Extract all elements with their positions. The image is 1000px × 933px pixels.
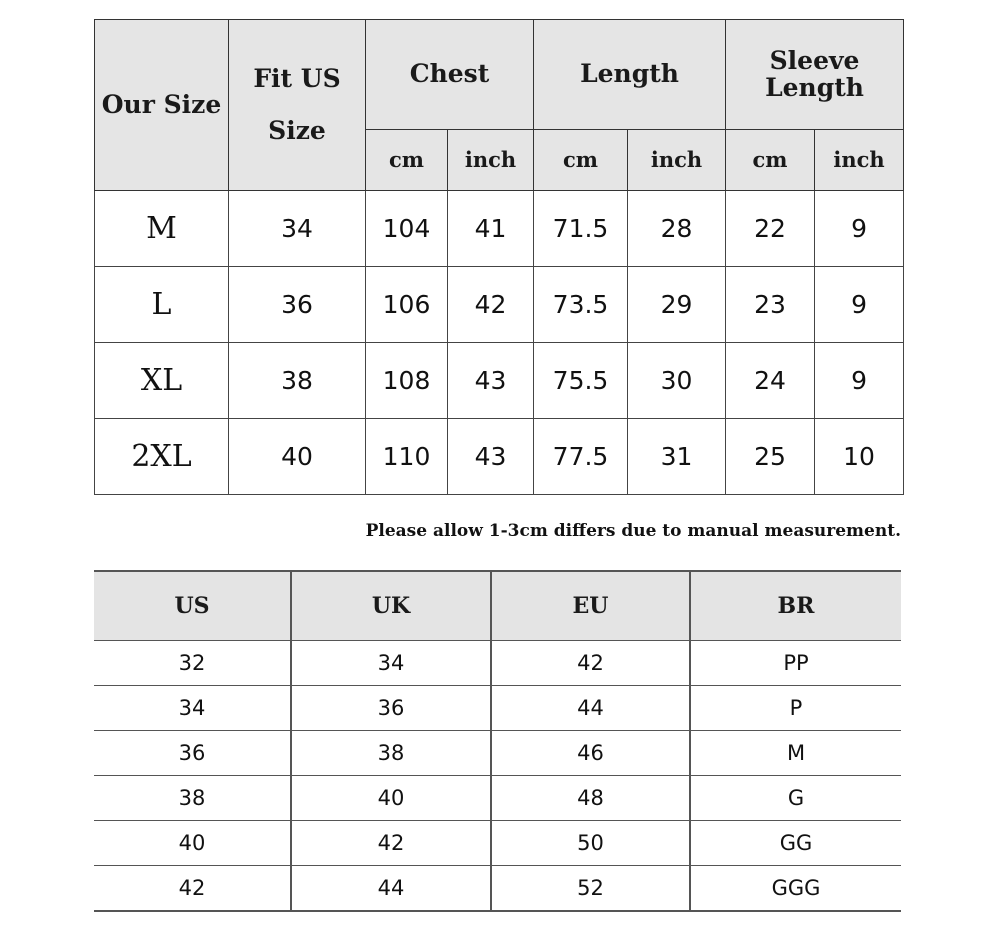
length-cm-cell: 71.5 [534, 191, 628, 267]
conversion-chart-table [94, 570, 901, 912]
us-cell: 34 [94, 686, 291, 731]
length-cm-cell: 77.5 [534, 419, 628, 495]
header-our-size: Our Size [95, 20, 229, 191]
header-unit-chest-inch: inch [448, 130, 534, 191]
sleeve-inch-cell: 9 [815, 191, 904, 267]
sleeve-inch-cell: 9 [815, 267, 904, 343]
header-br: BR [690, 571, 901, 641]
length-inch-cell: 31 [628, 419, 726, 495]
sleeve-cm-cell: 24 [726, 343, 815, 419]
header-us: US [94, 571, 291, 641]
length-cm-cell: 73.5 [534, 267, 628, 343]
size-cell: XL [95, 343, 229, 419]
size-cell: 2XL [95, 419, 229, 495]
chest-cm-cell: 106 [366, 267, 448, 343]
header-fit-us-size [229, 20, 366, 191]
us-cell: 42 [94, 866, 291, 912]
table-row [94, 641, 901, 686]
eu-cell: 50 [491, 821, 690, 866]
uk-cell: 42 [291, 821, 491, 866]
header-unit-sleeve-cm: cm [726, 130, 815, 191]
uk-cell: 44 [291, 866, 491, 912]
sleeve-cm-cell: 25 [726, 419, 815, 495]
table-row [94, 731, 901, 776]
sleeve-inch-cell: 9 [815, 343, 904, 419]
sleeve-inch-cell: 10 [815, 419, 904, 495]
table-row [94, 866, 901, 912]
chest-inch-cell: 41 [448, 191, 534, 267]
size-chart-header-row [95, 20, 904, 130]
chest-inch-cell: 43 [448, 343, 534, 419]
table-row [94, 821, 901, 866]
br-cell: PP [690, 641, 901, 686]
header-sleeve-length [726, 20, 904, 130]
eu-cell: 46 [491, 731, 690, 776]
sleeve-cm-cell: 22 [726, 191, 815, 267]
header-length: Length [534, 20, 726, 130]
header-unit-sleeve-inch: inch [815, 130, 904, 191]
size-cell: M [95, 191, 229, 267]
length-cm-cell: 75.5 [534, 343, 628, 419]
chest-inch-cell: 43 [448, 419, 534, 495]
eu-cell: 52 [491, 866, 690, 912]
chest-cm-cell: 110 [366, 419, 448, 495]
eu-cell: 42 [491, 641, 690, 686]
length-inch-cell: 28 [628, 191, 726, 267]
length-inch-cell: 30 [628, 343, 726, 419]
header-fit-us-line1: Fit US [253, 63, 341, 93]
uk-cell: 40 [291, 776, 491, 821]
length-inch-cell: 29 [628, 267, 726, 343]
header-unit-length-cm: cm [534, 130, 628, 191]
us-cell: 32 [94, 641, 291, 686]
conversion-header-row [94, 571, 901, 641]
uk-cell: 34 [291, 641, 491, 686]
us-cell: 36 [94, 731, 291, 776]
header-unit-chest-cm: cm [366, 130, 448, 191]
size-cell: L [95, 267, 229, 343]
chest-inch-cell: 42 [448, 267, 534, 343]
header-uk: UK [291, 571, 491, 641]
eu-cell: 48 [491, 776, 690, 821]
fit-us-cell: 38 [229, 343, 366, 419]
header-sleeve-line1: Sleeve [769, 46, 860, 76]
uk-cell: 38 [291, 731, 491, 776]
uk-cell: 36 [291, 686, 491, 731]
sleeve-cm-cell: 23 [726, 267, 815, 343]
table-row [95, 191, 904, 267]
br-cell: GG [690, 821, 901, 866]
eu-cell: 44 [491, 686, 690, 731]
br-cell: P [690, 686, 901, 731]
us-cell: 38 [94, 776, 291, 821]
chest-cm-cell: 104 [366, 191, 448, 267]
br-cell: G [690, 776, 901, 821]
header-unit-length-inch: inch [628, 130, 726, 191]
header-sleeve-line2: Length [765, 72, 864, 102]
header-eu: EU [491, 571, 690, 641]
measurement-note: Please allow 1-3cm differs due to manual measurement. [365, 521, 901, 541]
table-row [95, 343, 904, 419]
header-chest: Chest [366, 20, 534, 130]
br-cell: M [690, 731, 901, 776]
table-row [94, 686, 901, 731]
header-fit-us-line2: Size [268, 116, 326, 146]
us-cell: 40 [94, 821, 291, 866]
fit-us-cell: 40 [229, 419, 366, 495]
table-row [95, 267, 904, 343]
size-chart-table [94, 19, 904, 495]
table-row [95, 419, 904, 495]
br-cell: GGG [690, 866, 901, 912]
table-row [94, 776, 901, 821]
chest-cm-cell: 108 [366, 343, 448, 419]
fit-us-cell: 36 [229, 267, 366, 343]
fit-us-cell: 34 [229, 191, 366, 267]
